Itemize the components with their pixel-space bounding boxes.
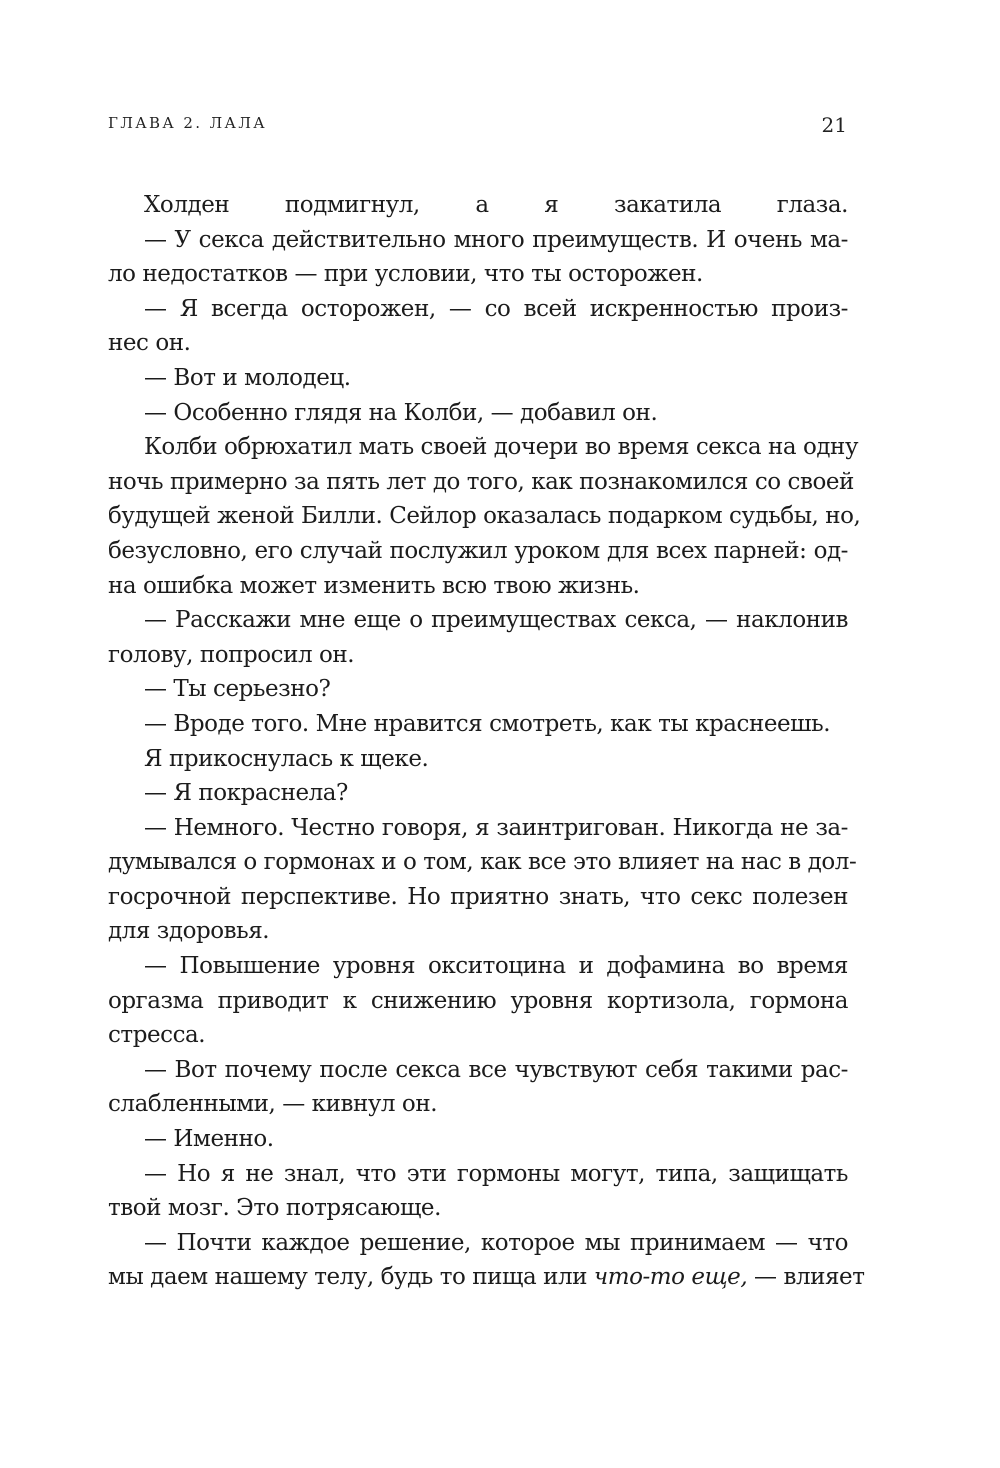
text-line: Я прикоснулась к щеке.: [144, 745, 429, 772]
italic-emphasis: что-то еще,: [593, 1264, 748, 1291]
body-text: [108, 188, 865, 1295]
page-number: 21: [821, 113, 847, 137]
text-line: Колби обрюхатил мать своей дочери во время секса на одну: [144, 434, 859, 461]
text-line: — Вроде того. Мне нравится смотреть, как ты краснеешь.: [144, 710, 831, 737]
text-line: безусловно, его случай послужил уроком для всех парней: од-: [108, 537, 848, 564]
text-line: будущей женой Билли. Сейлор оказалась подарком судьбы, но,: [108, 503, 861, 530]
text-line: нес он.: [108, 330, 191, 357]
text-line: — У секса действительно много преимуществ. И очень ма-: [144, 226, 848, 253]
text-line: — Почти каждое решение, которое мы принимаем — что: [144, 1229, 848, 1256]
text-line: на ошибка может изменить всю твою жизнь.: [108, 572, 640, 599]
text-line: ночь примерно за пять лет до того, как познакомился со своей: [108, 468, 854, 495]
text-line-final: [108, 1260, 865, 1295]
text-line: — Я покраснела?: [144, 780, 348, 807]
text-line: — Особенно глядя на Колби, — добавил он.: [144, 399, 658, 426]
text-line: — Но я не знал, что эти гормоны могут, типа, защищать: [144, 1160, 848, 1187]
text-line: — Ты серьезно?: [144, 676, 331, 703]
text-line: — Расскажи мне еще о преимуществах секса, — наклонив: [144, 607, 848, 634]
text-line: — Повышение уровня окситоцина и дофамина во время: [144, 953, 848, 980]
text-line: слабленными, — кивнул он.: [108, 1091, 438, 1118]
text-line: голову, попросил он.: [108, 641, 355, 668]
text-line: твой мозг. Это потрясающе.: [108, 1195, 441, 1222]
text-line: — Вот почему после секса все чувствуют себя такими рас-: [144, 1056, 848, 1083]
text-line: для здоровья.: [108, 918, 270, 945]
text-line: — Именно.: [144, 1126, 274, 1153]
text-run: мы даем нашему телу, будь то пища или: [108, 1264, 594, 1291]
text-line: ло недостатков — при условии, что ты осторожен.: [108, 261, 703, 288]
text-run: — влияет: [747, 1264, 865, 1291]
text-line: думывался о гормонах и о том, как все это влияет на нас в дол-: [108, 849, 857, 876]
text-line: — Вот и молодец.: [144, 364, 351, 391]
text-line: — Я всегда осторожен, — со всей искренностью произ-: [144, 295, 848, 322]
text-line: госрочной перспективе. Но приятно знать, что секс полезен: [108, 883, 848, 910]
text-line: стресса.: [108, 1022, 206, 1049]
text-line: — Немного. Честно говоря, я заинтригован. Никогда не за-: [144, 814, 848, 841]
running-head: ГЛАВА 2. ЛАЛА: [108, 114, 267, 132]
text-line: Холден подмигнул, а я закатила глаза.: [144, 192, 848, 218]
text-line: оргазма приводит к снижению уровня кортизола, гормона: [108, 987, 848, 1014]
